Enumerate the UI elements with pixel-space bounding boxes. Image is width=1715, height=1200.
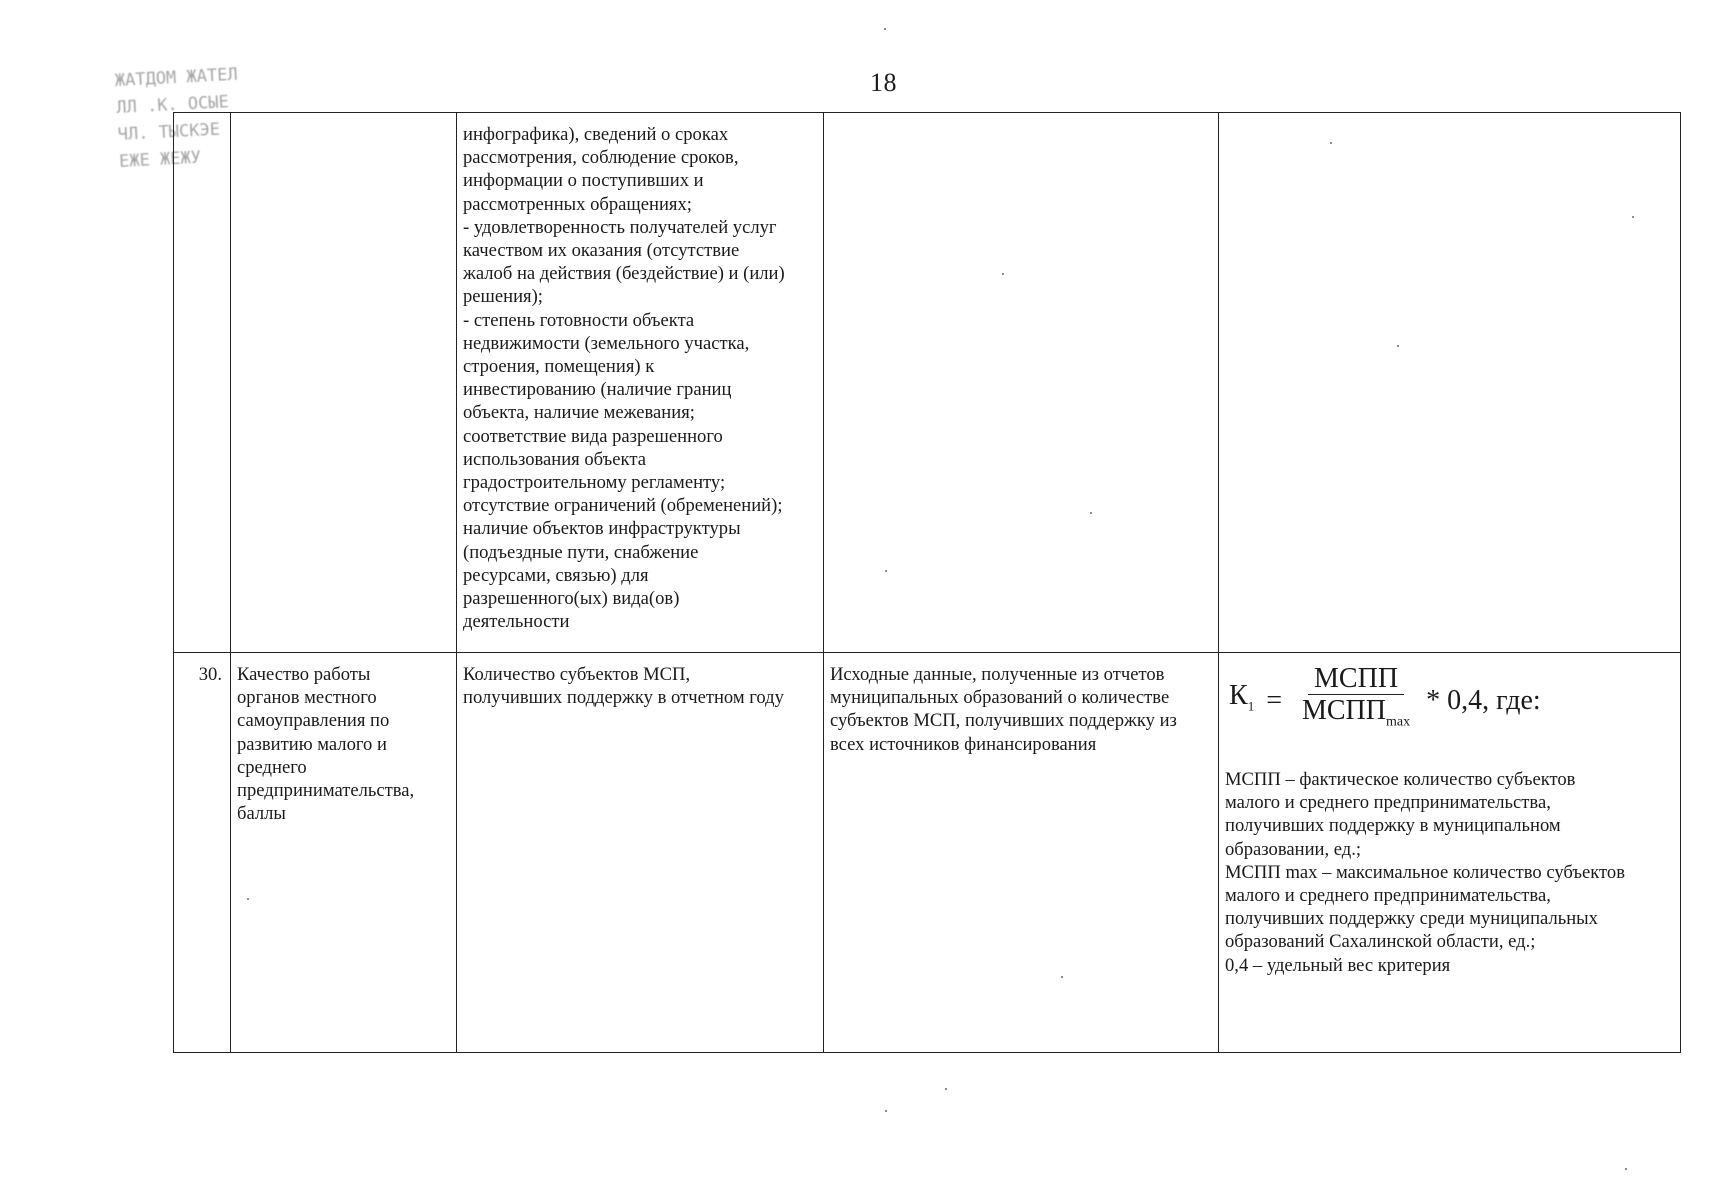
- stamp-line: ЛЛ .К. ОСЫЕ: [115, 92, 230, 119]
- text-line: ресурсами, связью) для: [463, 564, 649, 586]
- indicator-cell: [457, 653, 824, 1053]
- text-line: среднего: [237, 756, 307, 778]
- criterion-name-cell: [231, 653, 457, 1053]
- text-line: рассмотрения, соблюдение сроков,: [463, 147, 739, 169]
- text-line: получивших поддержку в отчетном году: [463, 687, 784, 709]
- scan-speck: [945, 1088, 947, 1090]
- text-line: информации о поступивших и: [463, 170, 704, 192]
- criteria-table: [173, 112, 1681, 1053]
- text-line: баллы: [237, 803, 286, 825]
- text-line: МСПП max – максимальное количество субъектов: [1225, 861, 1625, 883]
- text-line: строения, помещения) к: [463, 356, 655, 378]
- text-line: качеством их оказания (отсутствие: [463, 240, 740, 262]
- text-line: предпринимательства,: [237, 780, 415, 802]
- text-line: разрешенного(ых) вида(ов): [463, 588, 680, 610]
- criterion-name-cell: [231, 113, 457, 653]
- text-line: - удовлетворенность получателей услуг: [463, 216, 777, 238]
- source-cell: [824, 113, 1219, 653]
- text-line: получивших поддержку среди муниципальных: [1225, 908, 1598, 930]
- formula-tail: * 0,4, где:: [1426, 684, 1541, 716]
- scan-speck: [884, 28, 886, 30]
- text-line: 0,4 – удельный вес критерия: [1225, 954, 1451, 976]
- text-line: муниципальных образований о количестве: [830, 687, 1170, 709]
- formula-numerator: МСПП: [1308, 667, 1404, 695]
- table-row: [174, 113, 1681, 653]
- indicator-cell: [457, 113, 824, 653]
- text-line: рассмотренных обращениях;: [463, 193, 692, 215]
- text-line: (подъездные пути, снабжение: [463, 541, 699, 563]
- text-line: МСПП – фактическое количество субъектов: [1225, 769, 1576, 790]
- table-row: [174, 653, 1681, 1053]
- text-line: объекта, наличие межевания;: [463, 402, 695, 424]
- text-line: Исходные данные, полученные из отчетов: [830, 664, 1165, 685]
- text-line: субъектов МСП, получивших поддержку из: [830, 710, 1177, 732]
- text-line: недвижимости (земельного участка,: [463, 332, 750, 354]
- formula-fraction: [1296, 663, 1416, 734]
- text-line: решения);: [463, 286, 543, 308]
- text-line: отсутствие ограничений (обременений);: [463, 495, 783, 517]
- formula-lhs: $К_1$: [1229, 679, 1255, 714]
- calculation-cell: [1219, 113, 1681, 653]
- text-line: малого и среднего предпринимательства,: [1225, 885, 1551, 907]
- text-line: Количество субъектов МСП,: [463, 664, 691, 685]
- row-number-cell: 30.: [174, 653, 231, 1053]
- text-line: развитию малого и: [237, 733, 387, 755]
- text-line: соответствие вида разрешенного: [463, 425, 723, 447]
- text-line: наличие объектов инфраструктуры: [463, 518, 741, 540]
- text-line: инвестированию (наличие границ: [463, 379, 732, 401]
- text-line: жалоб на действия (бездействие) и (или): [463, 263, 785, 285]
- formula-explanation: [1225, 768, 1674, 977]
- text-line: инфографика), сведений о сроках: [463, 124, 729, 145]
- text-line: органов местного: [237, 687, 377, 709]
- text-line: образовании, ед.;: [1225, 838, 1362, 860]
- formula-denominator: $МСПП_{max}$: [1301, 695, 1411, 730]
- formula-equals: =: [1266, 684, 1282, 716]
- text-line: использования объекта: [463, 448, 646, 470]
- text-line: всех источников финансирования: [830, 733, 1097, 755]
- source-cell: [824, 653, 1219, 1053]
- text-line: деятельности: [463, 611, 570, 633]
- text-line: самоуправления по: [237, 710, 390, 732]
- stamp-line: ЧЛ. ТЫСКЭЕ: [117, 119, 221, 146]
- text-line: получивших поддержку в муниципальном: [1225, 815, 1561, 837]
- text-line: Качество работы: [237, 664, 371, 685]
- text-line: образований Сахалинской области, ед.;: [1225, 931, 1536, 953]
- text-line: градостроительному регламенту;: [463, 472, 726, 494]
- scan-speck: [885, 1110, 887, 1112]
- stamp-line: ЕЖЕ ЖЕЖУ: [118, 147, 202, 172]
- calculation-cell: [1219, 653, 1681, 1053]
- row-number-cell: [174, 113, 231, 653]
- formula: [1229, 663, 1674, 734]
- text-line: малого и среднего предпринимательства,: [1225, 792, 1551, 814]
- scan-speck: [1625, 1168, 1627, 1170]
- page-number: 18: [870, 68, 897, 97]
- stamp-line: ЖАТДОМ ЖАТЕЛ: [114, 64, 239, 92]
- text-line: - степень готовности объекта: [463, 309, 695, 331]
